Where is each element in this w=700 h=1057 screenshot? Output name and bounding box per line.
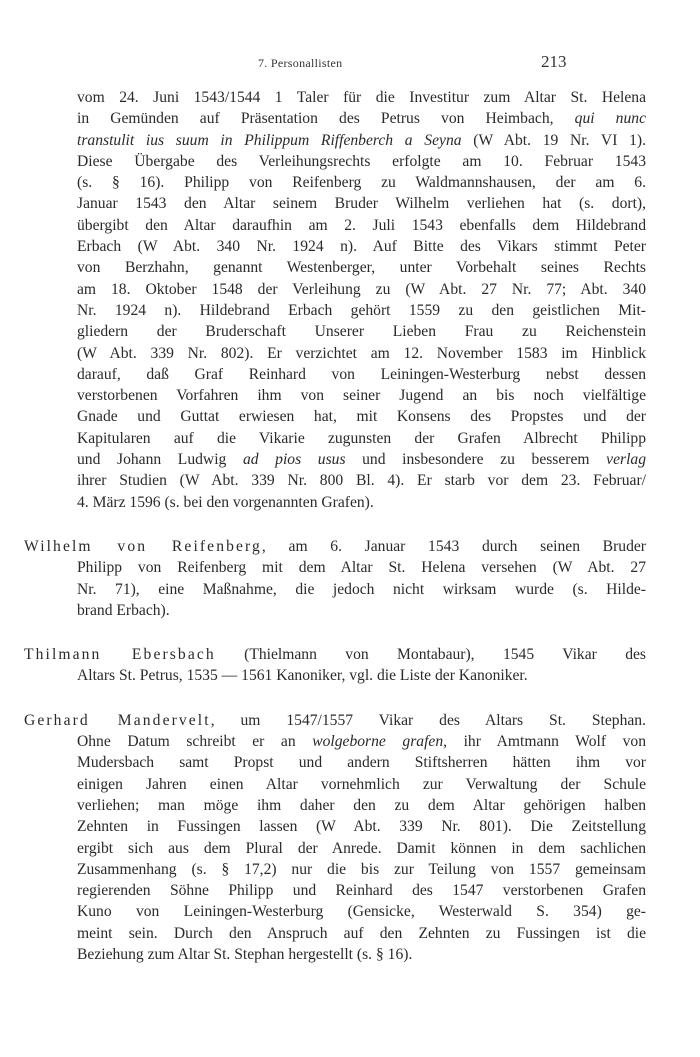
text-line: verstorbenen Vorfahren ihm von seiner Jugend an bis noch vielfältige <box>77 387 646 405</box>
entry-name: Wilhelm von Reifenberg <box>24 537 262 555</box>
entry-gerhard-mandervelt <box>24 710 646 966</box>
text-line: Erbach (W Abt. 340 Nr. 1924 n). Auf Bitte des Vikars stimmt Peter <box>77 238 646 256</box>
text-line: regierenden Söhne Philipp und Reinhard des 1547 verstorbenen Grafen <box>77 882 646 900</box>
text-line: Wilhelm von Reifenberg, am 6. Januar 1543 durch seinen Bruder <box>24 537 646 555</box>
entry-name: Gerhard Mandervelt <box>24 711 211 729</box>
page-number: 213 <box>541 52 567 71</box>
text-line: Januar 1543 den Altar seinem Bruder Wilhelm verliehen hat (s. dort), <box>77 195 646 213</box>
italic-phrase: verlag <box>606 451 646 469</box>
text-line: vom 24. Juni 1543/1544 1 Taler für die Investitur zum Altar St. Helena <box>77 89 646 106</box>
text-line: einigen Jahren einen Altar vornehmlich zur Verwaltung der Schule <box>77 775 646 793</box>
text-line: Altars St. Petrus, 1535 — 1561 Kanoniker, vgl. die Liste der Kanoniker. <box>77 667 528 685</box>
text-line: meint sein. Durch den Anspruch auf den Zehnten zu Fussingen ist die <box>77 924 646 942</box>
text-line: Nr. 1924 n). Hildebrand Erbach gehört 1559 zu den geistlichen Mit- <box>77 301 646 319</box>
italic-phrase: transtulit ius suum in Philippum Riffenberch a Seyna <box>77 131 462 149</box>
text-line: von Berzhahn, genannt Westenberger, unter Vorbehalt seines Rechts <box>77 259 646 277</box>
text-line: gliedern der Bruderschaft Unserer Lieben Frau zu Reichenstein <box>77 323 646 341</box>
paragraph-hildebrand-erbach-continued <box>24 87 646 513</box>
text-line: darauf, daß Graf Reinhard von Leiningen-Westerburg nebst dessen <box>77 365 646 383</box>
text-line: Kuno von Leiningen-Westerburg (Gensicke, Westerwald S. 354) ge- <box>77 903 646 921</box>
text-line: (s. § 16). Philipp von Reifenberg zu Waldmannshausen, der am 6. <box>77 174 646 192</box>
italic-phrase: wolgeborne grafen <box>312 733 444 751</box>
text-line: Diese Übergabe des Verleihungsrechts erfolgte am 10. Februar 1543 <box>77 152 646 170</box>
text-line: (W Abt. 339 Nr. 802). Er verzichtet am 12. November 1583 im Hinblick <box>77 344 646 362</box>
text-line: verliehen; man möge ihm daher den zu dem Altar gehörigen halben <box>77 796 646 814</box>
text-line: Thilmann Ebersbach (Thielmann von Montabaur), 1545 Vikar des <box>24 646 646 664</box>
text-line: Gnade und Guttat erwiesen hat, mit Konsens des Propstes und der <box>77 408 646 426</box>
text-line: Nr. 71), eine Maßnahme, die jedoch nicht wirksam wurde (s. Hilde- <box>77 580 646 598</box>
text-line: transtulit ius suum in Philippum Riffenberch a Seyna (W Abt. 19 Nr. VI 1). <box>77 131 646 149</box>
text-line: am 18. Oktober 1548 der Verleihung zu (W Abt. 27 Nr. 77; Abt. 340 <box>77 280 646 298</box>
text-line: Gerhard Mandervelt, um 1547/1557 Vikar des Altars St. Stephan. <box>24 711 646 729</box>
text-line: Philipp von Reifenberg mit dem Altar St. Helena versehen (W Abt. 27 <box>77 559 646 577</box>
entry-name: Thilmann Ebersbach <box>24 646 216 664</box>
italic-phrase: qui nunc <box>574 110 646 128</box>
text-line: Ohne Datum schreibt er an wolgeborne grafen, ihr Amtmann Wolf von <box>77 733 646 751</box>
italic-phrase: ad pios usus <box>242 451 346 469</box>
text-line: in Gemünden auf Präsentation des Petrus von Heimbach, qui nunc <box>77 110 646 128</box>
text-line: ergibt sich aus dem Plural der Anrede. Damit können in dem sachlichen <box>77 839 646 857</box>
text-line: übergibt den Altar daraufhin am 2. Juli 1543 ebenfalls dem Hildebrand <box>77 216 646 234</box>
text-line: Kapitularen auf die Vikarie zugunsten der Grafen Albrecht Philipp <box>77 429 646 447</box>
text-line: ihrer Studien (W Abt. 339 Nr. 800 Bl. 4). Er starb vor dem 23. Februar/ <box>77 472 646 490</box>
text-line: Zehnten in Fussingen lassen (W Abt. 339 Nr. 801). Die Zeitstellung <box>77 818 646 836</box>
text-line: und Johann Ludwig ad pios usus und insbesondere zu besserem verlag <box>77 451 646 469</box>
text-line: 4. März 1596 (s. bei den vorgenannten Grafen). <box>77 493 374 511</box>
text-line: brand Erbach). <box>77 601 170 619</box>
text-line: Beziehung zum Altar St. Stephan hergestellt (s. § 16). <box>77 945 413 963</box>
entry-thilmann-ebersbach <box>24 644 646 687</box>
text-line: Zusammenhang (s. § 17,2) nur die bis zur Teilung von 1557 gemeinsam <box>77 860 646 878</box>
text-line: Mudersbach samt Propst und andern Stiftsherren hätten ihm vor <box>77 754 646 772</box>
text-body <box>24 87 646 965</box>
running-head: 7. Personallisten <box>258 56 343 70</box>
entry-wilhelm-von-reifenberg <box>24 536 646 621</box>
page-header <box>0 52 700 74</box>
